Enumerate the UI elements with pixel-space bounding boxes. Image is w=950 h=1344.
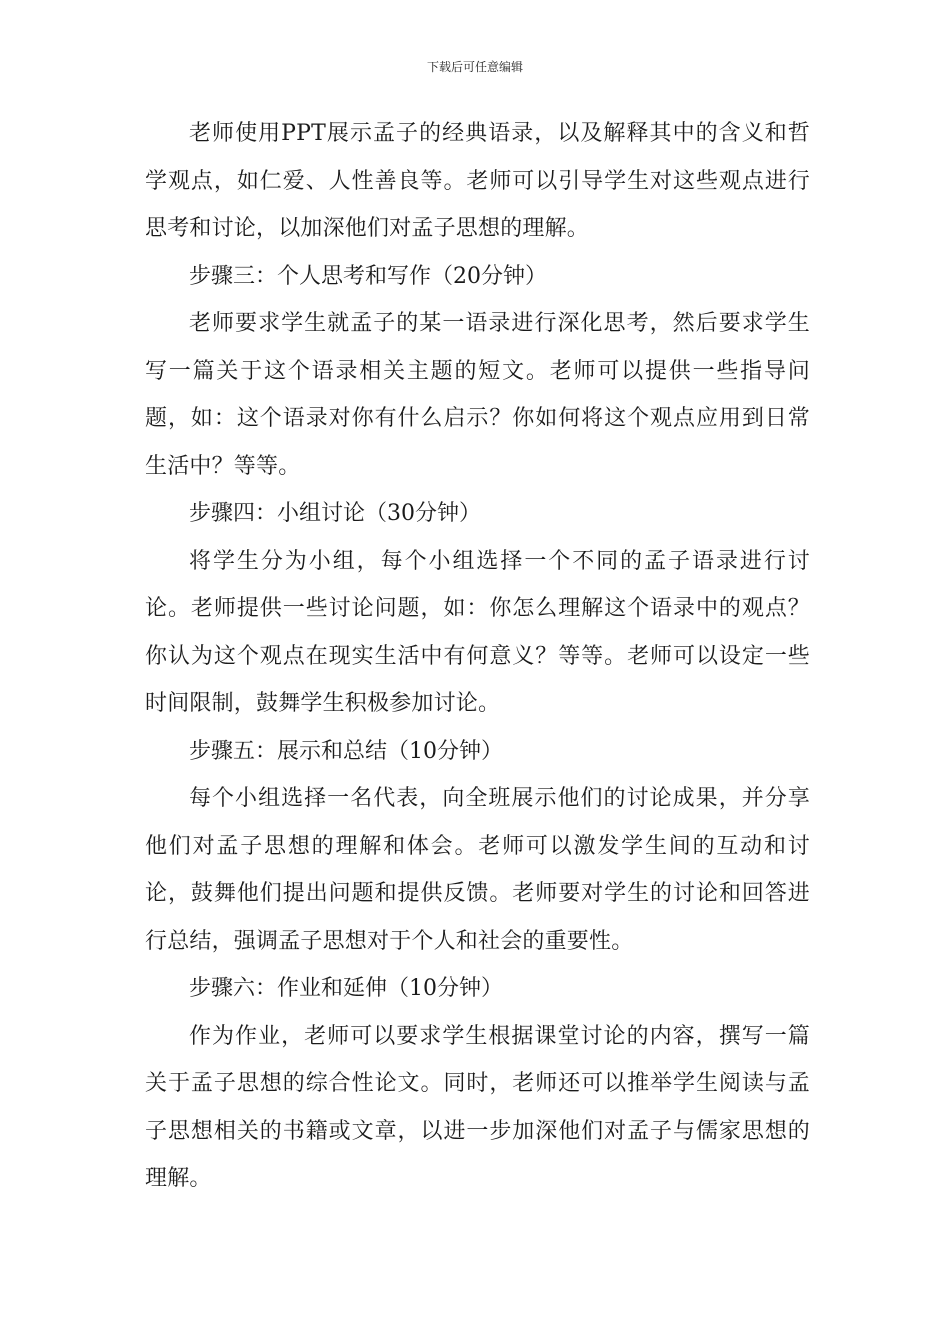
paragraph-ppt-quotes: 老师使用PPT展示孟子的经典语录，以及解释其中的含义和哲学观点，如仁爱、人性善良等。老师可以引导学生对这些观点进行思考和讨论，以加深他们对孟子思想的理解。: [145, 121, 810, 241]
step-four-heading: 步骤四：小组讨论（30分钟）: [189, 501, 481, 526]
step-six-heading: 步骤六：作业和延伸（10分钟）: [189, 976, 503, 1001]
paragraph-group-discussion: 将学生分为小组，每个小组选择一个不同的孟子语录进行讨论。老师提供一些讨论问题，如：你怎么理解这个语录中的观点？你认为这个观点在现实生活中有何意义？等等。老师可以设定一些时间限制，鼓舞学生积极参加讨论。: [145, 548, 810, 716]
step-five-heading: 步骤五：展示和总结（10分钟）: [189, 738, 503, 764]
paragraph-homework-extension: 作为作业，老师可以要求学生根据课堂讨论的内容，撰写一篇关于孟子思想的综合性论文。同时，老师还可以推举学生阅读与孟子思想相关的书籍或文章，以进一步加深他们对孟子与儒家思想的理解。: [145, 1023, 810, 1191]
paragraph-personal-writing: 老师要求学生就孟子的某一语录进行深化思考，然后要求学生写一篇关于这个语录相关主题的短文。老师可以提供一些指导问题，如：这个语录对你有什么启示？你如何将这个观点应用到日常生活中？等等。: [145, 311, 810, 479]
document-body: [145, 110, 810, 1203]
header-note: 下载后可任意编辑: [426, 60, 523, 74]
step-three-heading: 步骤三：个人思考和写作（20分钟）: [189, 263, 547, 289]
paragraph-presentation-summary: 每个小组选择一名代表，向全班展示他们的讨论成果，并分享他们对孟子思想的理解和体会。老师可以激发学生间的互动和讨论，鼓舞他们提出问题和提供反馈。老师要对学生的讨论和回答进行总结，强调孟子思想对于个人和社会的重要性。: [145, 786, 810, 954]
